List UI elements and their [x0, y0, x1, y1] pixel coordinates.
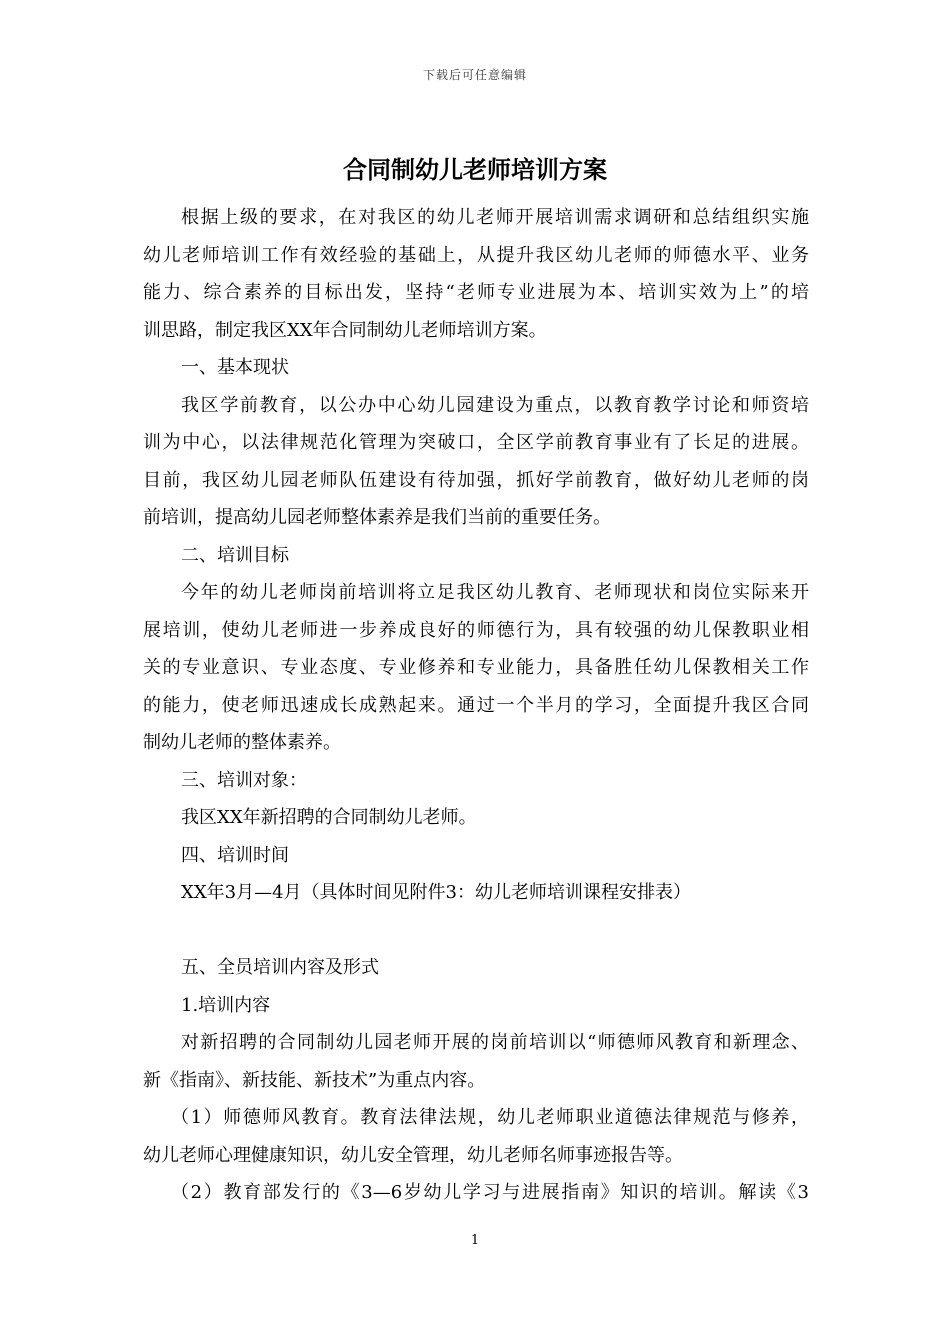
paragraph-line: 前培训，提高幼儿园老师整体素养是我们当前的重要任务。: [143, 507, 611, 528]
section-heading: 二、培训目标: [181, 544, 289, 566]
paragraph-line: 能力、综合素养的目标出发，坚持“老师专业进展为本、培训实效为上”的培: [143, 282, 809, 303]
paragraph-line: 幼儿老师培训工作有效经验的基础上，从提升我区幼儿老师的师德水平、业务: [143, 244, 809, 266]
paragraph-line: 幼儿老师心理健康知识，幼儿安全管理，幼儿老师名师事迹报告等。: [143, 1144, 683, 1166]
paragraph-line: 对新招聘的合同制幼儿园老师开展的岗前培训以“师德师风教育和新理念、: [181, 1032, 809, 1053]
subsection-heading: 1.培训内容: [181, 994, 271, 1016]
document-body: [143, 199, 809, 1212]
section-heading: 五、全员培训内容及形式: [181, 957, 379, 978]
paragraph-line: 训思路，制定我区XX年合同制幼儿老师培训方案。: [143, 319, 547, 341]
document-title: 合同制幼儿老师培训方案: [343, 156, 607, 184]
paragraph-line: 关的专业意识、专业态度、专业修养和专业能力，具备胜任幼儿保教相关工作: [143, 657, 809, 678]
paragraph-line: （2）教育部发行的《3—6岁幼儿学习与进展指南》知识的培训。解读《3: [171, 1182, 809, 1203]
paragraph-line: 新《指南》、新技能、新技术”为重点内容。: [143, 1069, 486, 1091]
header-note: 下载后可任意编辑: [422, 68, 527, 82]
section-heading: 一、基本现状: [181, 357, 289, 378]
paragraph-line: 今年的幼儿老师岗前培训将立足我区幼儿教育、老师现状和岗位实际来开: [181, 582, 809, 603]
paragraph-line: 目前，我区幼儿园老师队伍建设有待加强，抓好学前教育，做好幼儿老师的岗: [143, 469, 809, 491]
page-number: 1: [470, 1233, 480, 1248]
paragraph-line: 的能力，使老师迅速成长成熟起来。通过一个半月的学习，全面提升我区合同: [143, 694, 809, 716]
paragraph-line: 我区学前教育，以公办中心幼儿园建设为重点，以教育教学讨论和师资培: [181, 394, 809, 416]
paragraph-line: XX年3月—4月（具体时间见附件3：幼儿老师培训课程安排表）: [181, 882, 691, 903]
paragraph-line: 训为中心，以法律规范化管理为突破口，全区学前教育事业有了长足的进展。: [143, 432, 809, 453]
paragraph-line: 根据上级的要求，在对我区的幼儿老师开展培训需求调研和总结组织实施: [181, 207, 809, 228]
section-heading: 四、培训时间: [181, 844, 289, 866]
section-heading: 三、培训对象：: [181, 769, 307, 791]
paragraph-line: 展培训，使幼儿老师进一步养成良好的师德行为，具有较强的幼儿保教职业相: [143, 619, 809, 641]
paragraph-line: 我区XX年新招聘的合同制幼儿老师。: [181, 807, 477, 828]
paragraph-line: 制幼儿老师的整体素养。: [143, 732, 341, 753]
paragraph-line: （1）师德师风教育。教育法律法规，幼儿老师职业道德法律规范与修养，: [171, 1107, 809, 1128]
blank-line: [143, 912, 809, 950]
